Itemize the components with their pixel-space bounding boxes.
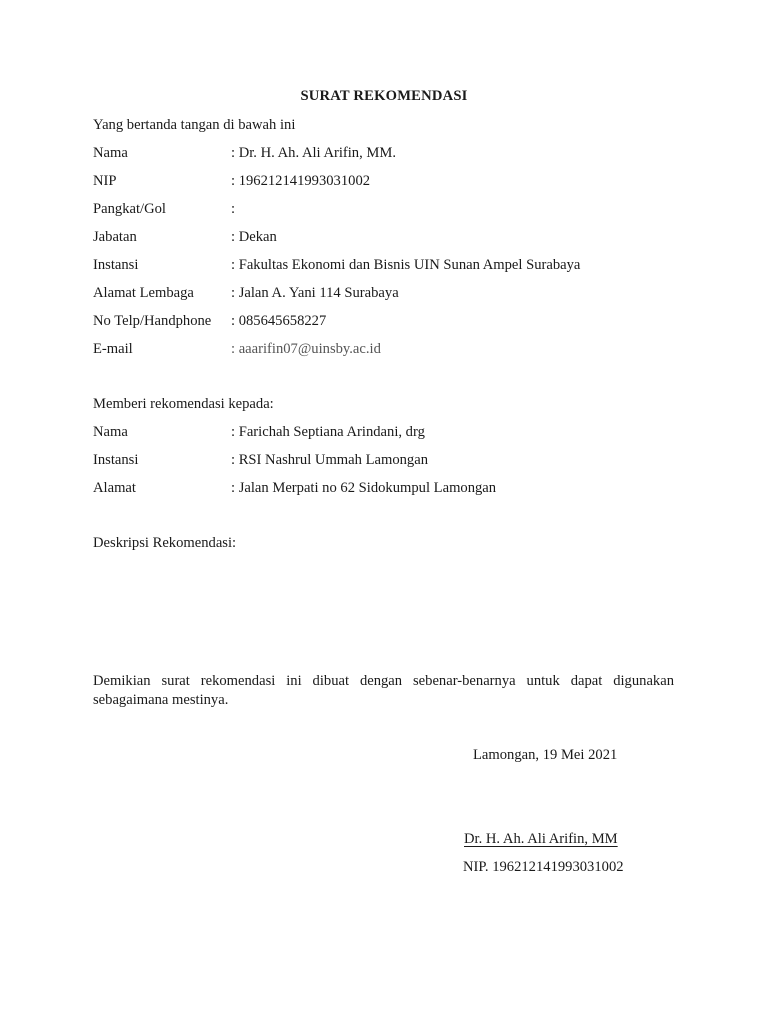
field-label: Pangkat/Gol <box>93 201 166 217</box>
place-date: Lamongan, 19 Mei 2021 <box>473 747 618 763</box>
signature-nip: NIP. 196212141993031002 <box>463 859 624 875</box>
field-value: : Fakultas Ekonomi dan Bisnis UIN Sunan Ampel Surabaya <box>231 257 581 273</box>
field-label: E-mail <box>93 341 133 357</box>
closing-line-1: Demikian surat rekomendasi ini dibuat dengan sebenar-benarnya untuk dapat digunakan <box>93 673 674 689</box>
field-value: : 196212141993031002 <box>231 173 371 189</box>
field-label: Jabatan <box>93 229 137 245</box>
field-label: Instansi <box>93 452 139 468</box>
intro-text: Yang bertanda tangan di bawah ini <box>93 117 296 133</box>
field-label: NIP <box>93 173 117 189</box>
field-value: : Farichah Septiana Arindani, drg <box>231 424 425 440</box>
field-label: Nama <box>93 145 128 161</box>
signature-name: Dr. H. Ah. Ali Arifin, MM <box>464 831 618 847</box>
field-label: Instansi <box>93 257 139 273</box>
letter-title: SURAT REKOMENDASI <box>300 88 468 104</box>
field-value: : RSI Nashrul Ummah Lamongan <box>231 452 428 468</box>
closing-paragraph <box>93 672 674 710</box>
field-value: : Jalan A. Yani 114 Surabaya <box>231 285 399 301</box>
recommend-intro: Memberi rekomendasi kepada: <box>93 396 274 412</box>
field-value: : 085645658227 <box>231 313 327 329</box>
field-value: : <box>231 201 236 217</box>
field-label: No Telp/Handphone <box>93 313 212 329</box>
email-link[interactable]: : aaarifin07@uinsby.ac.id <box>231 341 381 357</box>
field-label: Alamat Lembaga <box>93 285 194 301</box>
field-value: : Jalan Merpati no 62 Sidokumpul Lamongan <box>231 480 497 496</box>
field-label: Alamat <box>93 480 136 496</box>
description-label: Deskripsi Rekomendasi: <box>93 535 237 551</box>
field-value: : Dekan <box>231 229 277 245</box>
closing-line-2: sebagaimana mestinya. <box>93 692 229 708</box>
field-value: : Dr. H. Ah. Ali Arifin, MM. <box>231 145 397 161</box>
field-label: Nama <box>93 424 128 440</box>
